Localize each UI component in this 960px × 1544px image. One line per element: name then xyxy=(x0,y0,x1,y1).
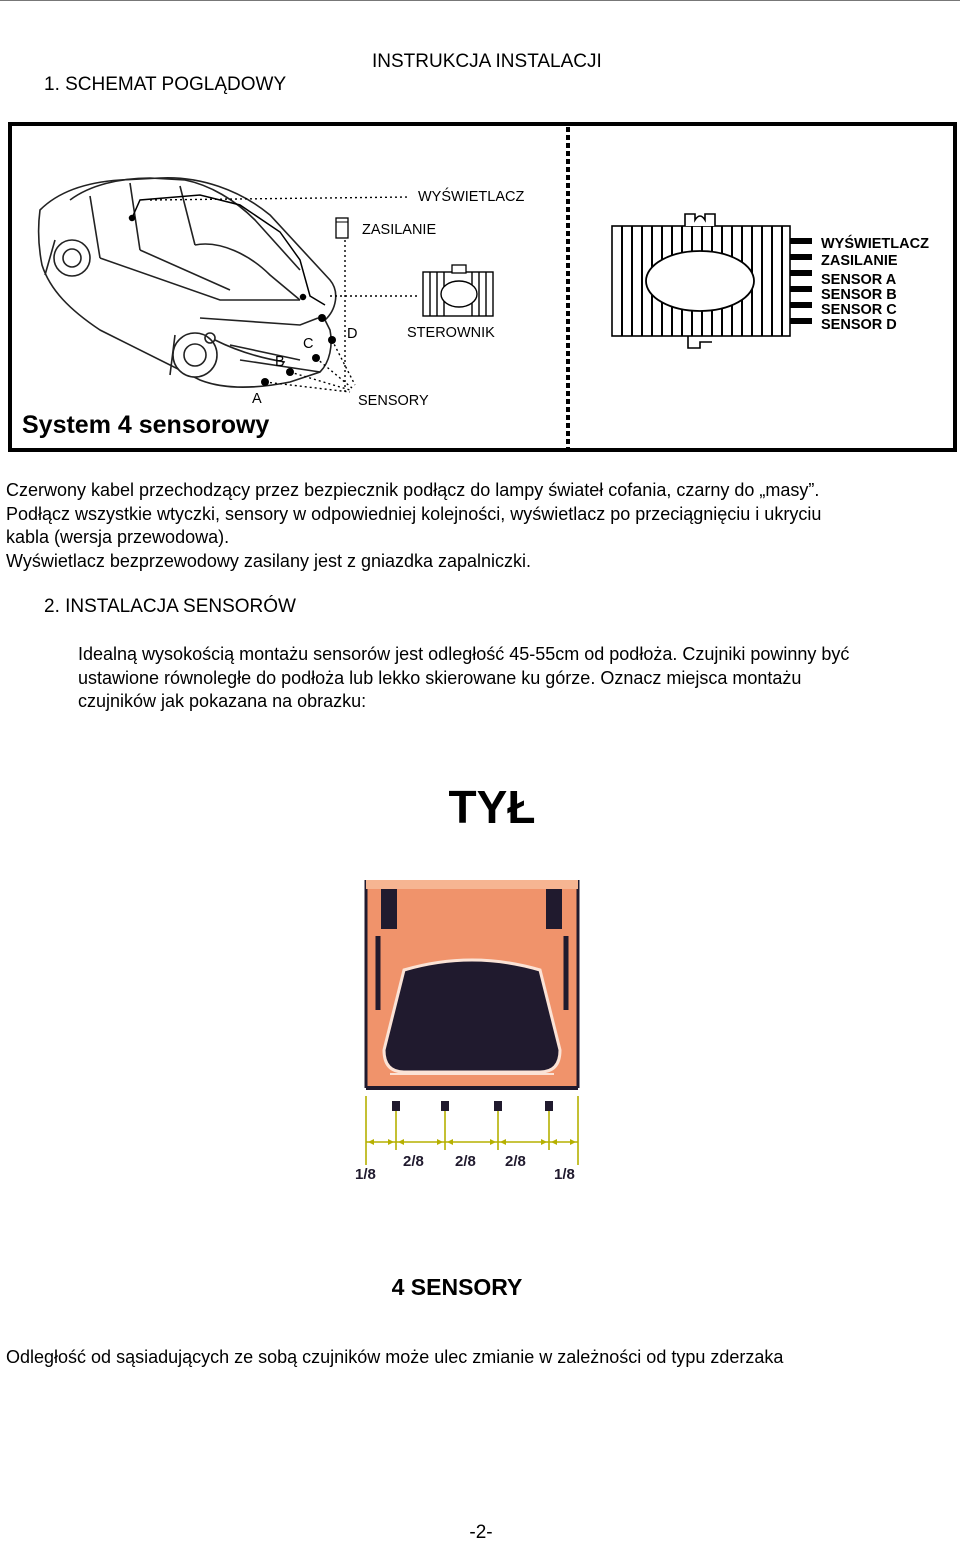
section1-heading: 1. SCHEMAT POGLĄDOWY xyxy=(44,74,287,95)
sensor-installation-text xyxy=(78,643,958,714)
installation-schematic xyxy=(0,110,960,455)
controller-large-icon xyxy=(612,214,790,348)
fraction-3: 2/8 xyxy=(455,1153,476,1170)
sensor-label-a: A xyxy=(252,391,262,407)
label-sensors: SENSORY xyxy=(358,393,429,409)
label-controller: STEROWNIK xyxy=(407,325,495,341)
connector-label-sensor-d: SENSOR D xyxy=(821,317,897,333)
install-line-3: czujników jak pokazana na obrazku: xyxy=(78,691,367,711)
rear-car-diagram xyxy=(340,872,600,1192)
fraction-4: 2/8 xyxy=(505,1153,526,1170)
connector-label-power: ZASILANIE xyxy=(821,253,898,269)
sensor-label-d: D xyxy=(347,326,358,342)
document-title: INSTRUKCJA INSTALACJI xyxy=(372,51,602,72)
connector-label-sensor-b: SENSOR B xyxy=(821,287,897,303)
wiring-line-2: Podłącz wszystkie wtyczki, sensory w odpowiedniej kolejności, wyświetlacz po przeciągnięciu i ukryciu xyxy=(6,503,822,524)
sensor-label-b: B xyxy=(275,354,285,370)
section2-heading: 2. INSTALACJA SENSORÓW xyxy=(44,596,296,617)
distance-note: Odległość od sąsiadujących ze sobą czujników może ulec zmianie w zależności od typu zderzaka xyxy=(6,1347,784,1367)
install-line-2: ustawione równoległe do podłoża lub lekko skierowane ku górze. Oznacz miejsca montażu xyxy=(78,667,802,688)
connector-label-sensor-a: SENSOR A xyxy=(821,272,897,288)
sensor-count-title: 4 SENSORY xyxy=(391,1274,523,1300)
wiring-line-1: Czerwony kabel przechodzący przez bezpiecznik podłącz do lampy świateł cofania, czarny do „masy”. xyxy=(6,480,820,500)
wiring-line-4: Wyświetlacz bezprzewodowy zasilany jest z gniazdka zapalniczki. xyxy=(6,550,532,571)
controller-small-icon xyxy=(423,265,493,316)
connector-label-display: WYŚWIETLACZ xyxy=(821,236,929,252)
fuse-icon xyxy=(336,218,348,238)
sensor-markers xyxy=(392,1101,553,1111)
connector-pins xyxy=(790,238,812,324)
fraction-5: 1/8 xyxy=(554,1166,575,1183)
wiring-instructions xyxy=(6,479,956,573)
rear-window xyxy=(384,960,560,1072)
page-number: -2- xyxy=(469,1522,493,1543)
install-line-1: Idealną wysokością montażu sensorów jest odległość 45-55cm od podłoża. Czujniki powinny być xyxy=(78,644,850,664)
system-title: System 4 sensorowy xyxy=(22,411,270,439)
top-rule xyxy=(0,0,960,1)
connector-label-sensor-c: SENSOR C xyxy=(821,302,897,318)
label-display: WYŚWIETLACZ xyxy=(418,189,525,205)
wiring-line-3: kabla (wersja przewodowa). xyxy=(6,527,230,547)
rear-title: TYŁ xyxy=(448,781,536,833)
sensor-label-c: C xyxy=(303,336,314,352)
car-sketch-icon xyxy=(39,178,336,387)
label-power: ZASILANIE xyxy=(362,222,437,238)
fraction-1: 1/8 xyxy=(355,1166,376,1183)
fraction-2: 2/8 xyxy=(403,1153,424,1170)
